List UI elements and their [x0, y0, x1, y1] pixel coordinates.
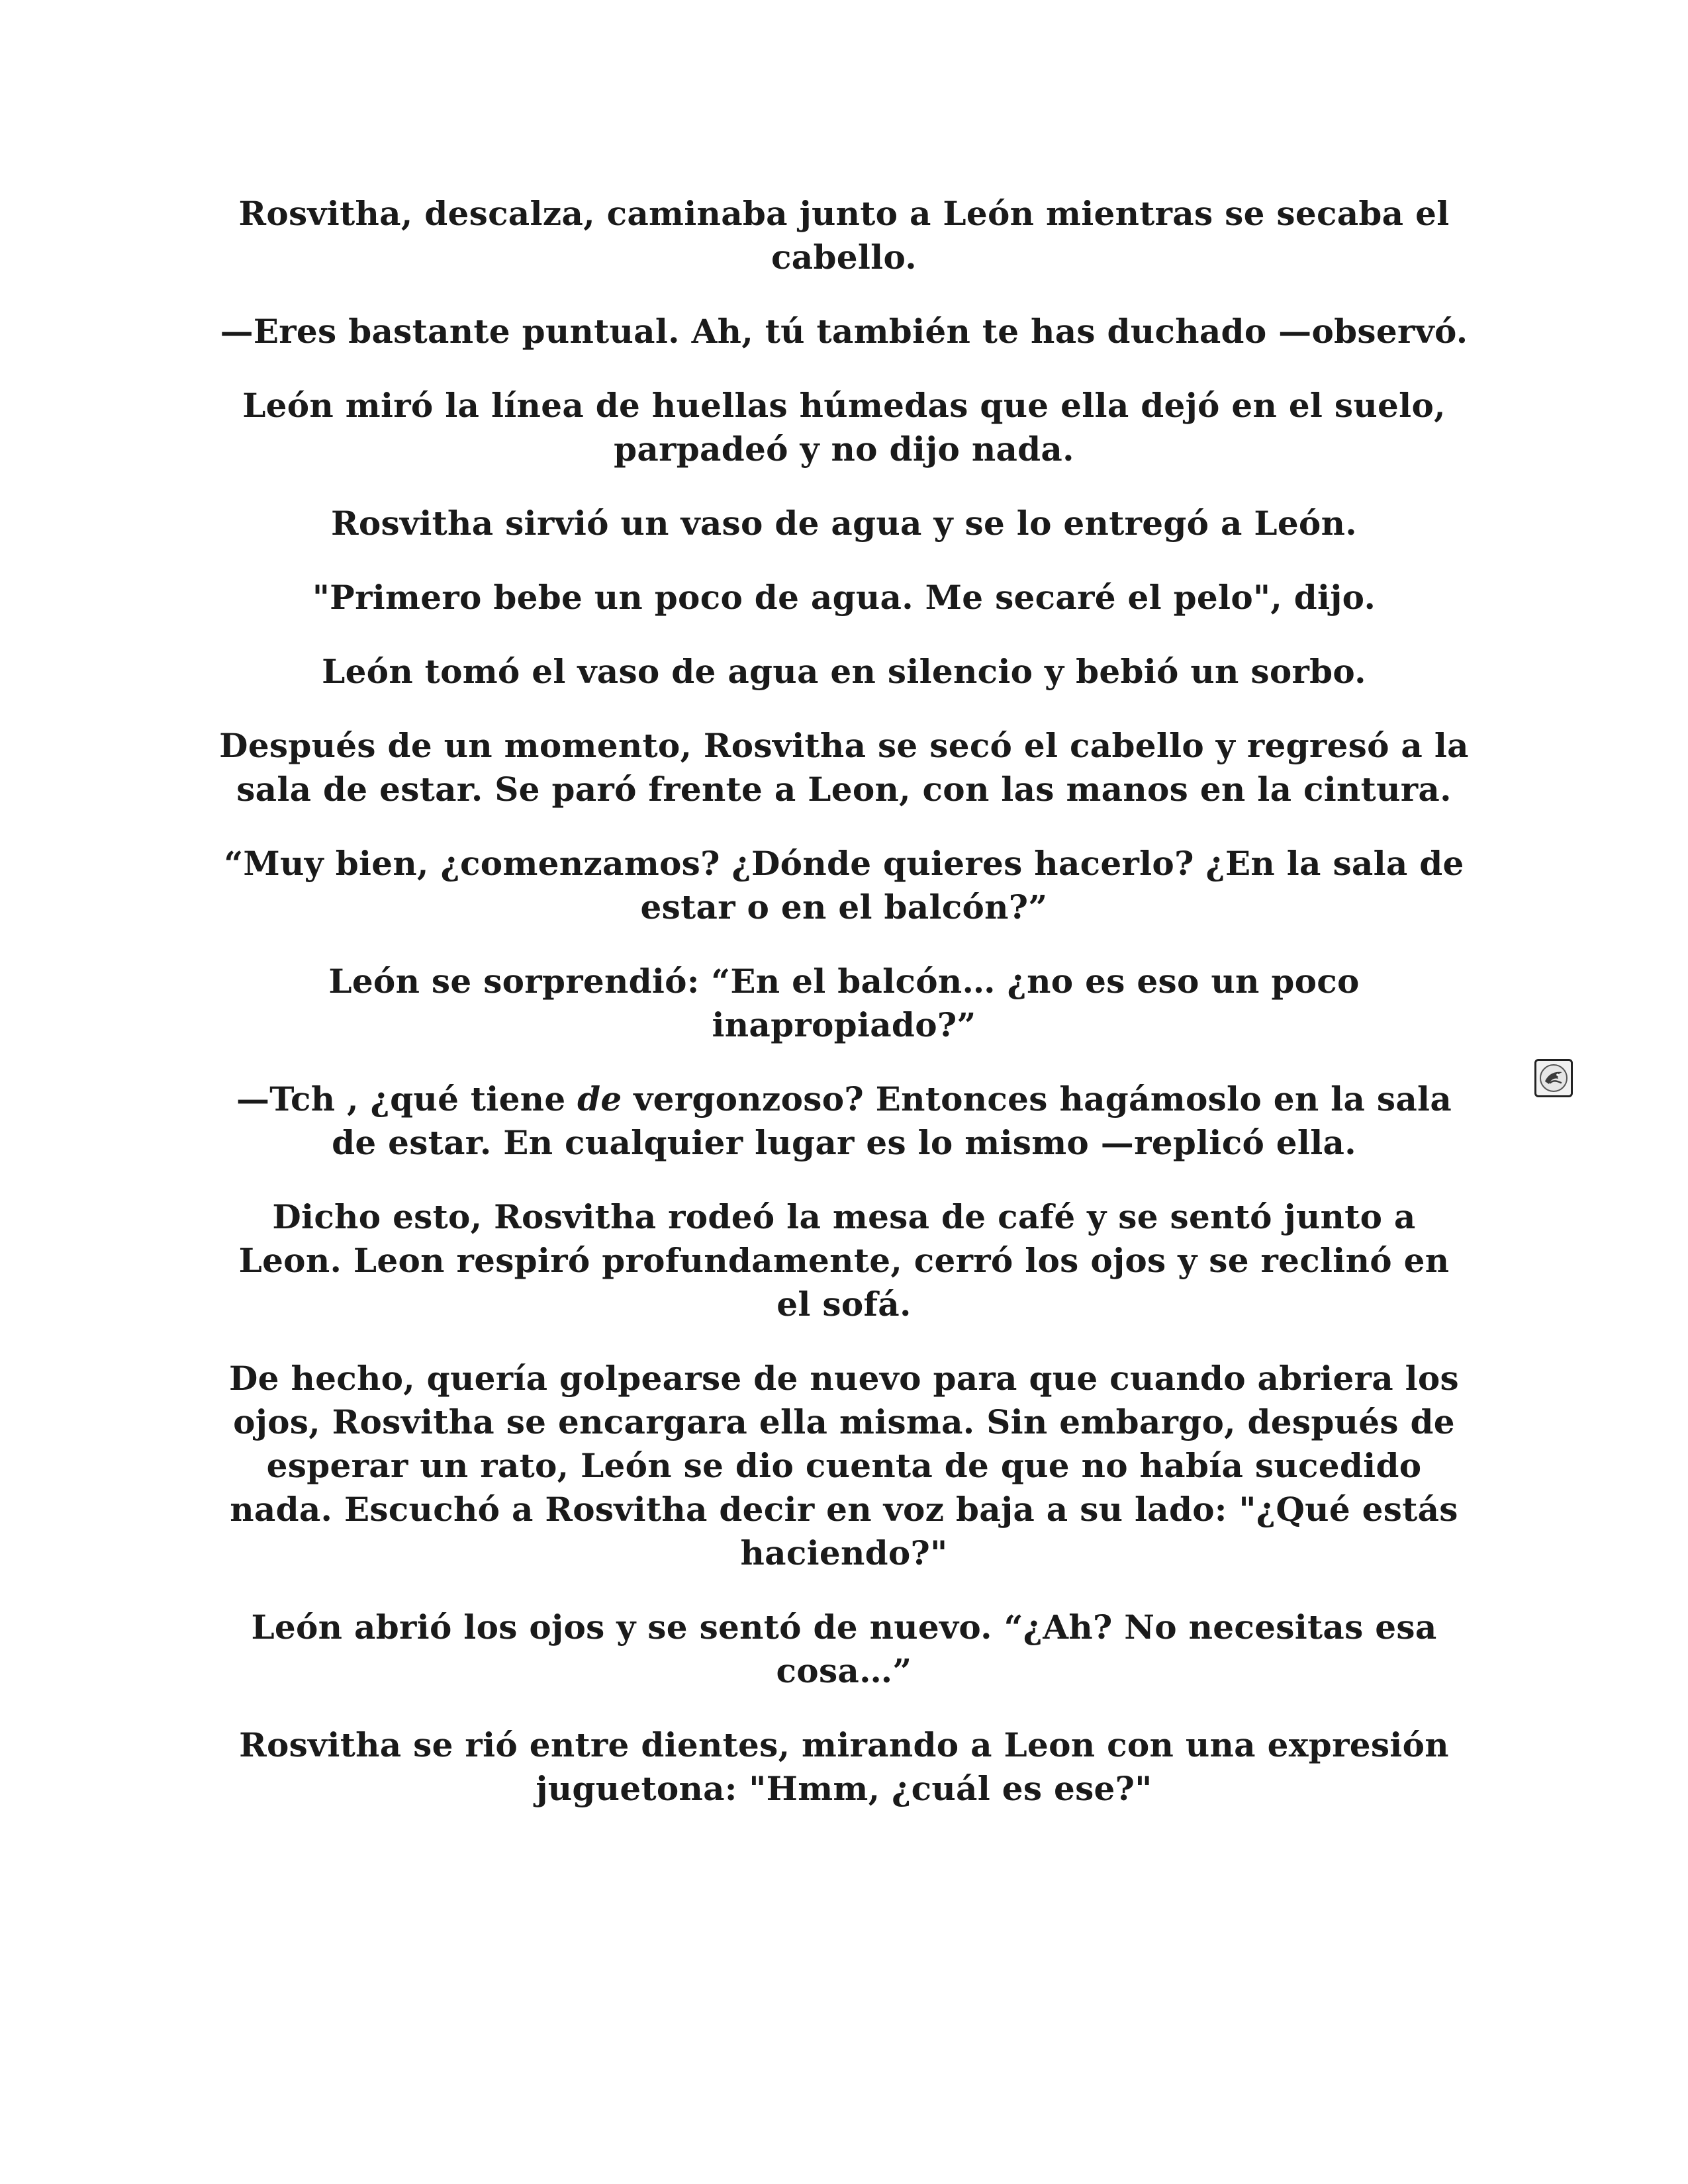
dragon-logo-icon — [1534, 1059, 1573, 1097]
paragraph-10-start: —Tch , ¿qué tiene — [236, 1079, 578, 1118]
paragraph-6: León tomó el vaso de agua en silencio y bebió un sorbo. — [322, 652, 1366, 691]
paragraph-4: Rosvitha sirvió un vaso de agua y se lo entregó a León. — [331, 504, 1357, 543]
dragon-logo-glyph — [1538, 1063, 1569, 1093]
paragraph-10-italic: de — [577, 1079, 622, 1118]
paragraph-1: Rosvitha, descalza, caminaba junto a León mientras se secaba el cabello. — [238, 194, 1450, 277]
paragraph-11: Dicho esto, Rosvitha rodeó la mesa de café y se sentó junto a Leon. Leon respiró profundamente, cerró los ojos y se reclinó en el sofá. — [238, 1197, 1450, 1324]
paragraph-14: Rosvitha se rió entre dientes, mirando a Leon con una expresión juguetona: "Hmm, ¿cuál es ese?" — [239, 1725, 1449, 1808]
paragraph-10 — [218, 1077, 1470, 1165]
paragraph-8: “Muy bien, ¿comenzamos? ¿Dónde quieres hacerlo? ¿En la sala de estar o en el balcón?” — [224, 844, 1464, 927]
paragraph-10-end: vergonzoso? Entonces hagámoslo en la sala de estar. En cualquier lugar es lo mismo —replicó ella. — [332, 1079, 1452, 1162]
paragraph-12: De hecho, quería golpearse de nuevo para que cuando abriera los ojos, Rosvitha se encargara ella misma. Sin embargo, después de esperar un rato, León se dio cuenta de que no había sucedido nada. Escuchó a Rosvitha decir en voz baja a su lado: "¿Qué estás haciendo?" — [228, 1359, 1459, 1572]
paragraph-7: Después de un momento, Rosvitha se secó el cabello y regresó a la sala de estar. Se paró frente a Leon, con las manos en la cintura. — [219, 726, 1469, 809]
paragraph-5: "Primero bebe un poco de agua. Me secaré el pelo", dijo. — [312, 578, 1376, 617]
paragraph-13: León abrió los ojos y se sentó de nuevo. “¿Ah? No necesitas esa cosa…” — [251, 1608, 1437, 1690]
document-body — [218, 192, 1470, 1841]
paragraph-2: —Eres bastante puntual. Ah, tú también te has duchado —observó. — [220, 312, 1468, 351]
paragraph-9: León se sorprendió: “En el balcón… ¿no es eso un poco inapropiado?” — [328, 962, 1360, 1044]
paragraph-3: León miró la línea de huellas húmedas que ella dejó en el suelo, parpadeó y no dijo nada. — [242, 386, 1446, 469]
